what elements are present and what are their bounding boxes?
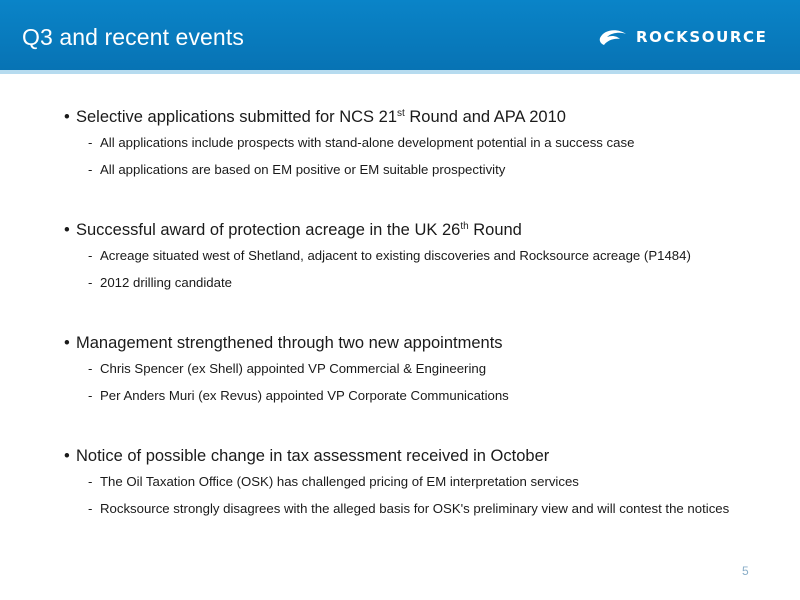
- header-stripe: [0, 70, 800, 74]
- sub-bullet: [88, 500, 774, 517]
- bullet-glyph: •: [64, 108, 70, 126]
- slide-title: Q3 and recent events: [22, 24, 244, 50]
- main-bullet: [64, 220, 774, 240]
- ordinal-suffix: th: [460, 221, 469, 232]
- sub-bullet-text: Chris Spencer (ex Shell) appointed VP Commercial & Engineering: [100, 361, 487, 376]
- bullet-glyph: •: [64, 221, 70, 239]
- sub-bullet: [88, 161, 774, 178]
- dash-glyph: -: [88, 361, 93, 376]
- sub-bullet-text: All applications include prospects with stand-alone development potential in a success case: [100, 135, 635, 150]
- rocksource-logo-icon: [598, 28, 628, 46]
- bullet-glyph: •: [64, 447, 70, 465]
- bullet-text: Management strengthened through two new appointments: [76, 334, 503, 352]
- section-ncs-applications: [64, 107, 774, 178]
- sub-bullet-text: All applications are based on EM positive or EM suitable prospectivity: [100, 162, 506, 177]
- bullet-text-part: Round and APA 2010: [404, 108, 566, 126]
- bullet-text: [76, 107, 566, 127]
- dash-glyph: -: [88, 501, 93, 516]
- bullet-glyph: •: [64, 334, 70, 352]
- dash-glyph: -: [88, 275, 93, 290]
- dash-glyph: -: [88, 248, 93, 263]
- sub-bullet: [88, 387, 774, 404]
- sub-bullet: [88, 274, 774, 291]
- sub-bullet: [88, 134, 774, 151]
- section-management: [64, 333, 774, 404]
- bullet-content: [64, 107, 774, 517]
- sub-bullet-text: The Oil Taxation Office (OSK) has challenged pricing of EM interpretation services: [100, 474, 579, 489]
- bullet-text-part: Selective applications submitted for NCS 21: [76, 108, 397, 126]
- bullet-text: Notice of possible change in tax assessment received in October: [76, 447, 550, 465]
- sub-bullet-text: Per Anders Muri (ex Revus) appointed VP Corporate Communications: [100, 388, 509, 403]
- dash-glyph: -: [88, 162, 93, 177]
- dash-glyph: -: [88, 474, 93, 489]
- section-uk-award: [64, 220, 774, 291]
- sub-bullet-text: 2012 drilling candidate: [100, 275, 232, 290]
- main-bullet: [64, 107, 774, 127]
- page-number: 5: [742, 564, 749, 578]
- sub-bullet: [88, 473, 774, 490]
- rocksource-logo: [598, 26, 767, 48]
- bullet-text: [76, 220, 522, 240]
- slide-header: [0, 0, 800, 70]
- main-bullet: [64, 333, 774, 353]
- dash-glyph: -: [88, 135, 93, 150]
- main-bullet: [64, 446, 774, 466]
- dash-glyph: -: [88, 388, 93, 403]
- sub-bullet-list: [88, 134, 774, 178]
- ordinal-suffix: st: [397, 108, 405, 119]
- sub-bullet-list: [88, 247, 774, 291]
- sub-bullet-text: Rocksource strongly disagrees with the alleged basis for OSK's preliminary view and will contest the notices: [100, 501, 730, 516]
- bullet-text-part: Successful award of protection acreage in the UK 26: [76, 221, 461, 239]
- logo-text: ROCKSOURCE: [636, 28, 768, 46]
- sub-bullet: [88, 247, 774, 264]
- section-tax-assessment: [64, 446, 774, 517]
- sub-bullet-list: [88, 473, 774, 517]
- sub-bullet-list: [88, 360, 774, 404]
- sub-bullet: [88, 360, 774, 377]
- bullet-text-part: Round: [468, 221, 522, 239]
- sub-bullet-text: Acreage situated west of Shetland, adjacent to existing discoveries and Rocksource acreage (P1484): [100, 248, 691, 263]
